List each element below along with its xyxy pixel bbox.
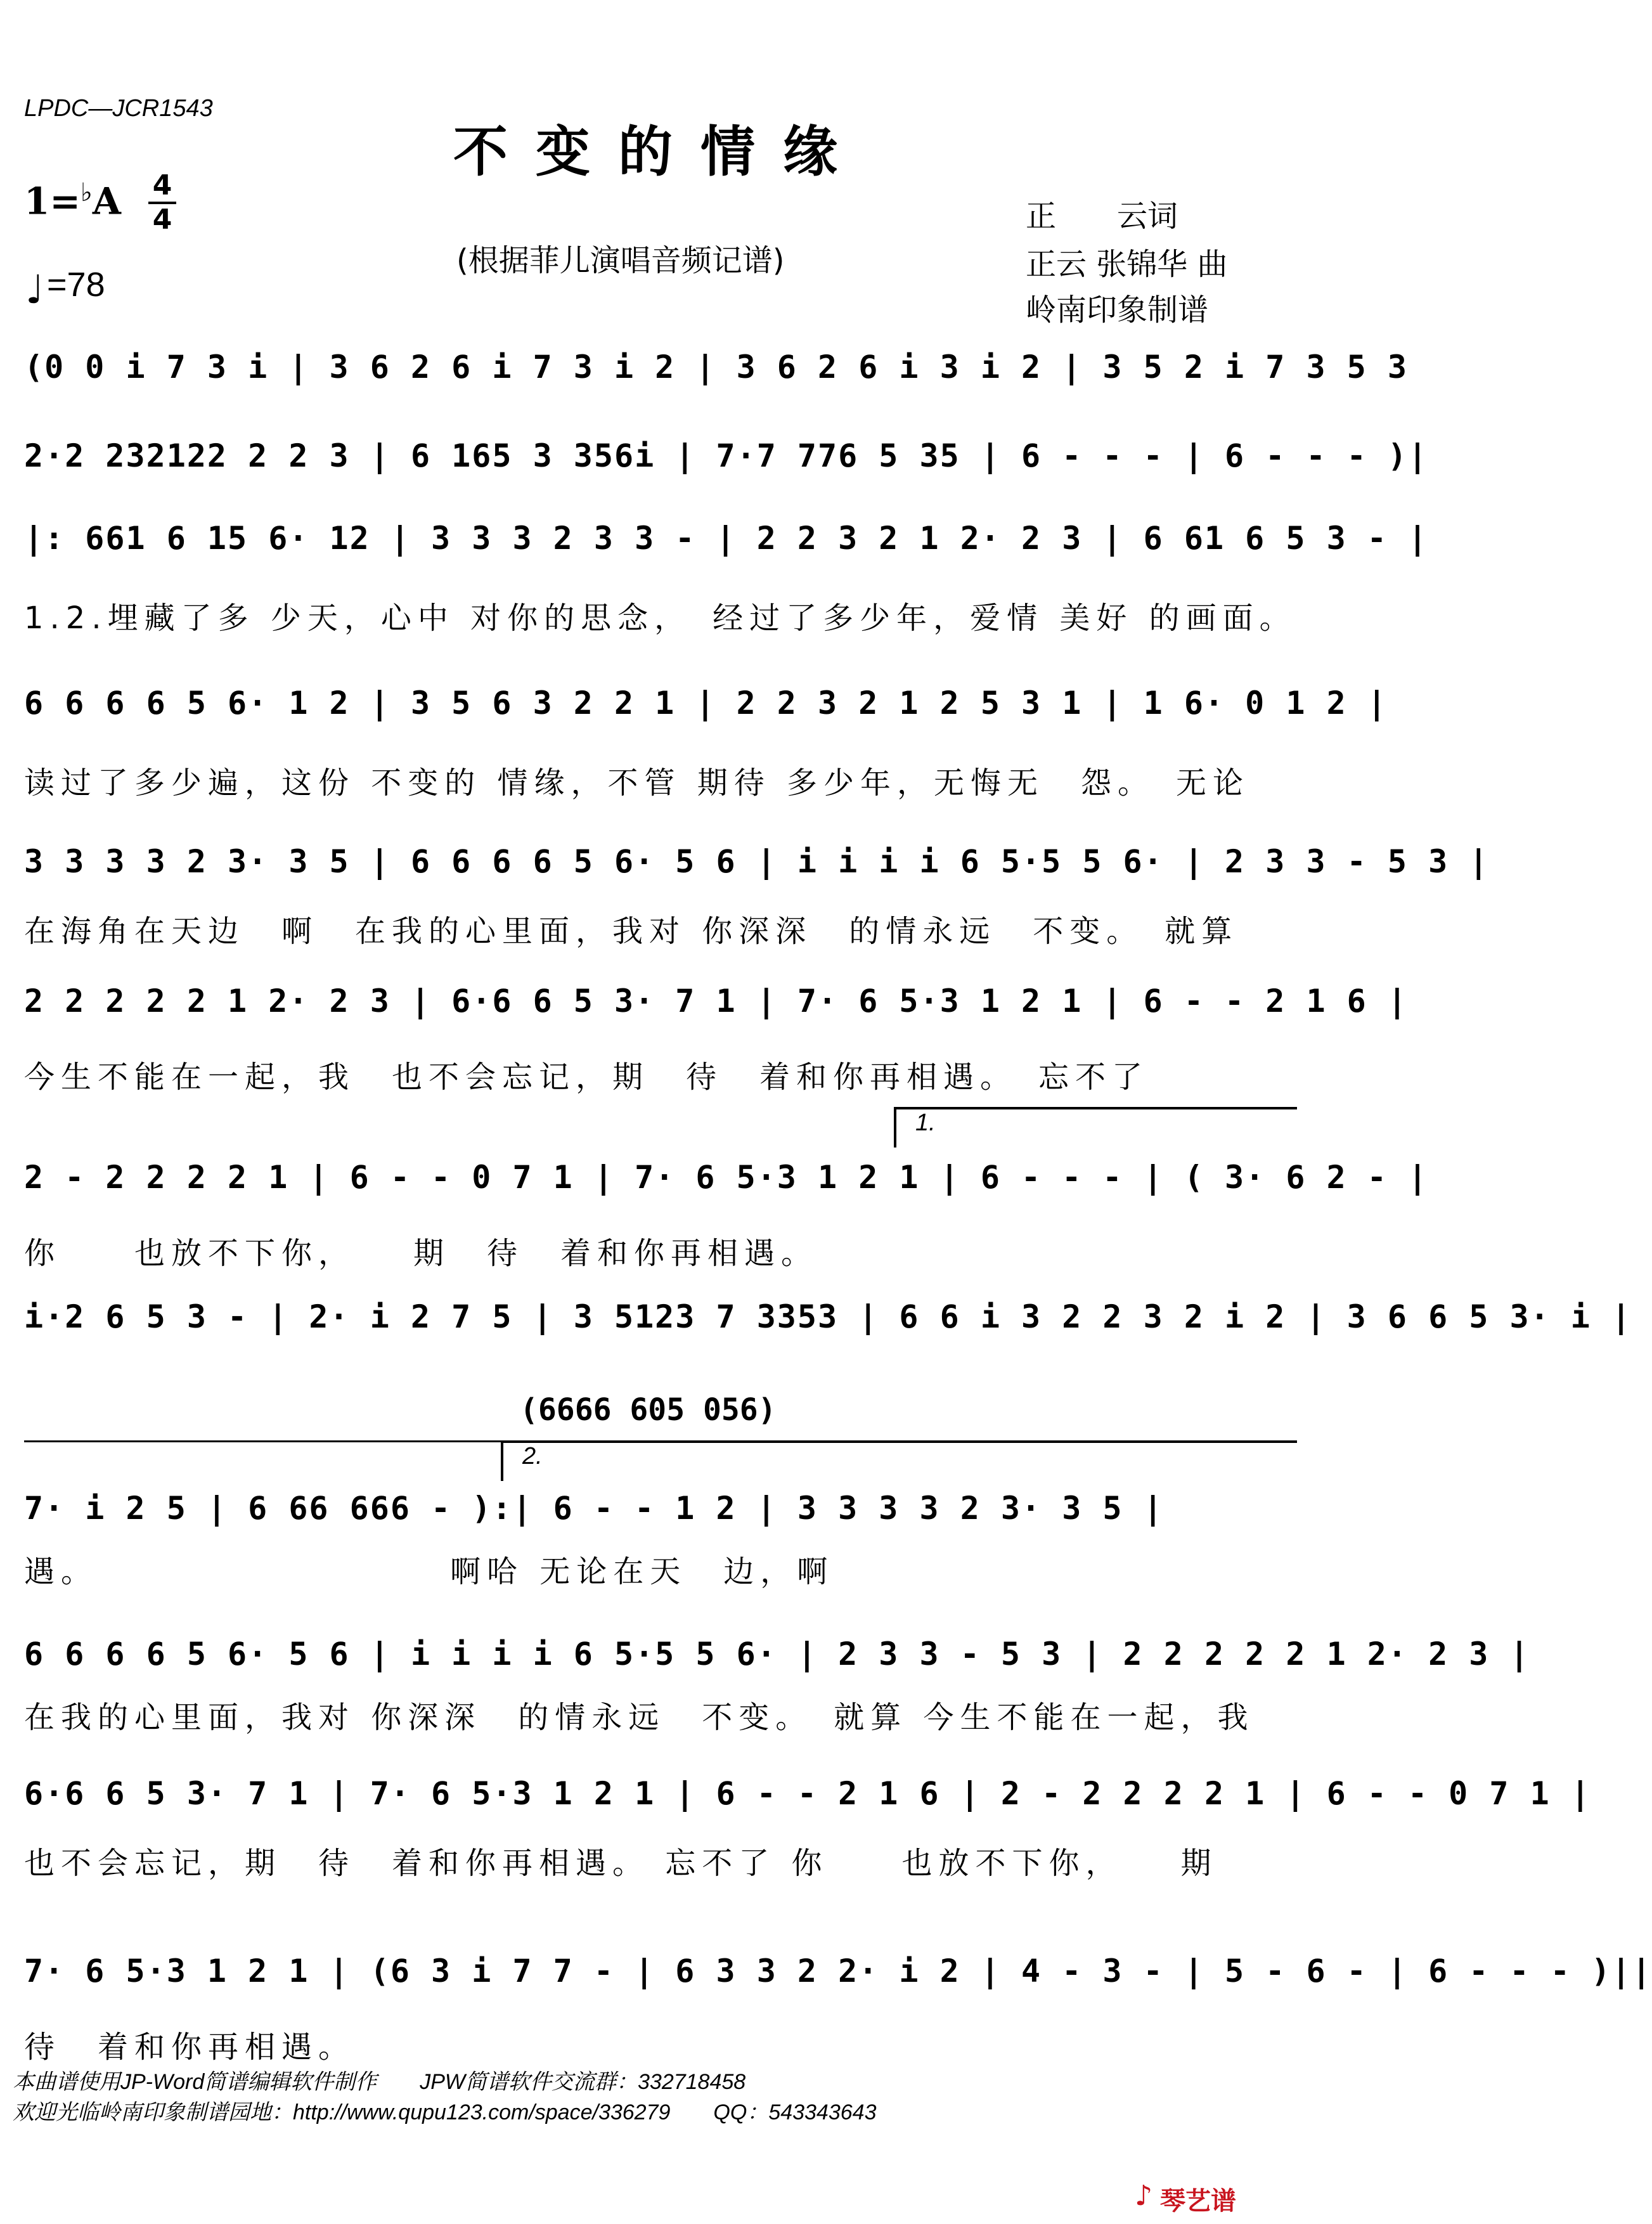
notation-line-8: i·2 6 5 3 - | 2· i 2 7 5 | 3 5123 7 3353 | 6 6 i 3 2 2 3 2 i 2 | 3 6 6 5 3· i | (24, 1298, 1632, 1335)
lyrics-line-5: 在海角在天边 啊 在我的心里面，我对 你深深 的情永远 不变。 就算 (24, 914, 1239, 949)
notation-line-2: 2·2 232122 2 2 3 | 6 165 3 356i | 7·7 776 5 35 | 6 - - - | 6 - - - )| (24, 437, 1429, 474)
first-ending-bracket (894, 1107, 1297, 1148)
notation-line-12: 7· 6 5·3 1 2 1 | (6 3 i 7 7 - | 6 3 3 2 2· i 2 | 4 - 3 - | 5 - 6 - | 6 - - - )|| (24, 1953, 1652, 1989)
lyrics-line-7: 你 也放不下你， 期 待 着和你再相遇。 (24, 1236, 818, 1271)
notation-line-10: 6 6 6 6 5 6· 5 6 | i i i i 6 5·5 5 6· | 2 3 3 - 5 3 | 2 2 2 2 2 1 2· 2 3 | (24, 1636, 1530, 1672)
first-ending-label: 1. (915, 1109, 936, 1136)
footer-software: 本曲谱使用JP-Word简谱编辑软件制作 JPW简谱软件交流群：332718458 (13, 2070, 746, 2094)
notation-line-1: (0 0 i 7 3 i | 3 6 2 6 i 7 3 i 2 | 3 6 2 6 i 3 i 2 | 3 5 2 i 7 3 5 3 (24, 349, 1408, 385)
lyrics-line-4: 读过了多少遍，这份 不变的 情缘，不管 期待 多少年，无悔无 怨。 无论 (24, 765, 1250, 801)
notation-line-4: 6 6 6 6 5 6· 1 2 | 3 5 6 3 2 2 1 | 2 2 3 2 1 2 5 3 1 | 1 6· 0 1 2 | (24, 685, 1388, 721)
notation-line-7: 2 - 2 2 2 2 1 | 6 - - 0 7 1 | 7· 6 5·3 1 2 1 | 6 - - - | ( 3· 6 2 - | (24, 1159, 1429, 1196)
key-signature (24, 178, 121, 223)
second-ending-bracket (501, 1440, 1297, 1481)
notation-line-5: 3 3 3 3 2 3· 3 5 | 6 6 6 6 5 6· 5 6 | i i i i 6 5·5 5 6· | 2 3 3 - 5 3 | (24, 843, 1490, 880)
footer-website: 欢迎光临岭南印象制谱园地：http://www.qupu123.com/space/336279 QQ：543343643 (13, 2100, 877, 2124)
logo-icon: ♪ (1135, 2180, 1153, 2212)
optional-passage: (6666 605 056) (520, 1392, 777, 1428)
second-ending-label: 2. (522, 1443, 543, 1470)
score-code: LPDC—JCR1543 (24, 95, 213, 122)
lyrics-line-9: 遇。 啊哈 无论在天 边，啊 (24, 1554, 834, 1589)
tempo-value: =78 (47, 266, 105, 304)
notation-line-11: 6·6 6 5 3· 7 1 | 7· 6 5·3 1 2 1 | 6 - - 2 1 6 | 2 - 2 2 2 2 1 | 6 - - 0 7 1 | (24, 1775, 1591, 1812)
subtitle: (根据菲儿演唱音频记谱) (456, 243, 785, 278)
lyrics-line-12: 待 着和你再相遇。 (24, 2029, 356, 2065)
brand-name: 琴艺谱 (1160, 2187, 1236, 2216)
key-prefix: 1= (24, 179, 81, 223)
lyrics-line-3: 1.2.埋藏了多 少天，心中 对你的思念， 经过了多少年，爱情 美好 的画面。 (24, 600, 1296, 636)
page-title: 不变的情缘 (453, 120, 865, 184)
notation-line-6: 2 2 2 2 2 1 2· 2 3 | 6·6 6 5 3· 7 1 | 7· 6 5·3 1 2 1 | 6 - - 2 1 6 | (24, 983, 1408, 1019)
credit-transcriber: 岭南印象制谱 (1026, 292, 1209, 328)
lyrics-line-10: 在我的心里面，我对 你深深 的情永远 不变。 就算 今生不能在一起，我 (24, 1700, 1255, 1735)
credit-lyricist: 正 云词 (1026, 198, 1178, 234)
key-note: A (92, 179, 121, 223)
notation-line-3: |: 661 6 15 6· 12 | 3 3 3 2 3 3 - | 2 2 3 2 1 2· 2 3 | 6 61 6 5 3 - | (24, 520, 1429, 557)
time-top: 4 (152, 169, 172, 202)
time-bottom: 4 (152, 204, 172, 236)
quarter-note-icon: ♩ (25, 266, 44, 313)
time-signature (145, 170, 180, 236)
lyrics-line-6: 今生不能在一起，我 也不会忘记，期 待 着和你再相遇。 忘不了 (24, 1059, 1149, 1095)
lyrics-line-11: 也不会忘记，期 待 着和你再相遇。 忘不了 你 也放不下你， 期 (24, 1846, 1218, 1881)
credit-composer: 正云 张锦华 曲 (1026, 247, 1228, 282)
flat-icon: ♭ (80, 178, 93, 207)
notation-line-9: 7· i 2 5 | 6 66 666 - ):| 6 - - 1 2 | 3 3 3 3 2 3· 3 5 | (24, 1490, 1164, 1527)
